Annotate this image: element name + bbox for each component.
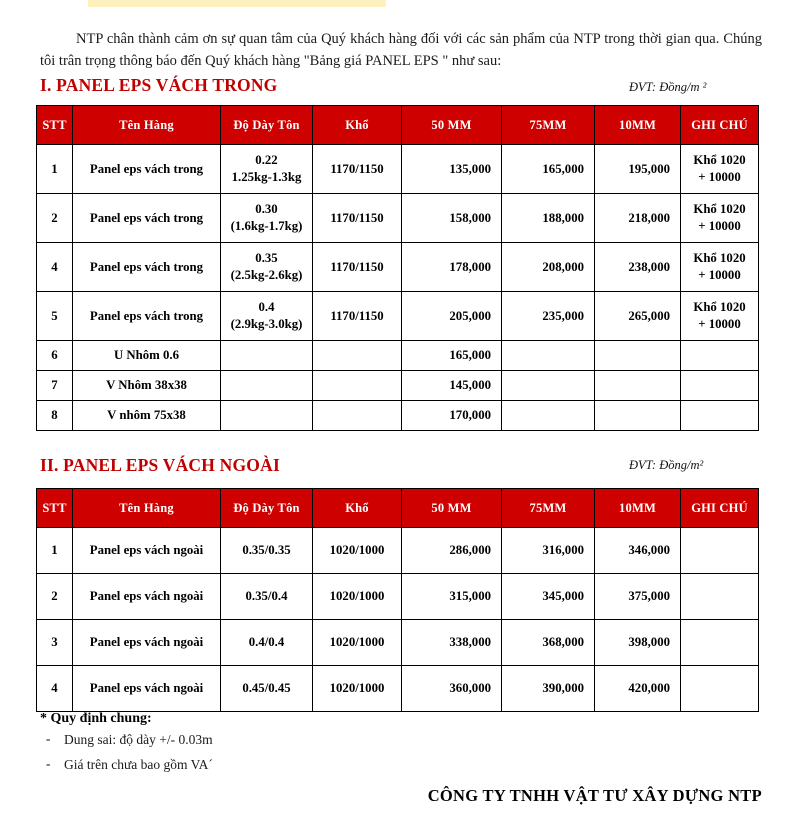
cell-size: 1170/1150 [313,292,402,341]
note-line-2: + 10000 [698,268,741,282]
cell-name: Panel eps vách ngoài [73,574,221,620]
th-stt: STT [37,489,73,528]
cell-name: Panel eps vách ngoài [73,666,221,712]
thickness-line-1: 0.22 [255,152,278,167]
table-header-row [37,489,759,528]
cell-price-10mm: 398,000 [595,620,681,666]
cell-price-75mm: 316,000 [502,528,595,574]
cell-thickness: 0.35/0.4 [221,574,313,620]
th-do-day-ton: Độ Dày Tôn [221,106,313,145]
cell-price-50mm: 170,000 [402,401,502,431]
table-row [37,574,759,620]
cell-stt: 1 [37,528,73,574]
th-50mm: 50 MM [402,489,502,528]
cell-thickness [221,401,313,431]
price-table-vach-ngoai [36,488,759,712]
note-line-1: Khổ 1020 [693,152,746,167]
th-kho: Khổ [313,489,402,528]
th-do-day-ton: Độ Dày Tôn [221,489,313,528]
th-10mm: 10MM [595,489,681,528]
cell-note [681,620,759,666]
cell-size [313,401,402,431]
cell-name: Panel eps vách trong [73,243,221,292]
cell-stt: 2 [37,194,73,243]
cell-note [681,341,759,371]
cell-price-75mm: 165,000 [502,145,595,194]
section-1-heading: I. PANEL EPS VÁCH TRONG [40,75,278,95]
table-row [37,528,759,574]
table-row [37,371,759,401]
note-line-1: Khổ 1020 [693,299,746,314]
note-line-2: + 10000 [698,317,741,331]
cell-name: Panel eps vách ngoài [73,620,221,666]
cell-size: 1170/1150 [313,145,402,194]
price-table-vach-trong [36,105,759,431]
cell-price-75mm [502,341,595,371]
cell-price-75mm: 235,000 [502,292,595,341]
cell-size: 1170/1150 [313,194,402,243]
cell-price-75mm [502,371,595,401]
cell-price-50mm: 205,000 [402,292,502,341]
cell-stt: 2 [37,574,73,620]
cell-price-10mm: 195,000 [595,145,681,194]
cell-size: 1020/1000 [313,574,402,620]
general-notes [40,711,460,781]
cell-size: 1020/1000 [313,666,402,712]
cell-name: Panel eps vách trong [73,145,221,194]
cell-stt: 4 [37,243,73,292]
cell-price-10mm: 265,000 [595,292,681,341]
cell-stt: 1 [37,145,73,194]
cell-price-50mm: 145,000 [402,371,502,401]
th-ten-hang: Tên Hàng [73,106,221,145]
cell-price-10mm: 346,000 [595,528,681,574]
cell-thickness: 0.35/0.35 [221,528,313,574]
cell-note [681,666,759,712]
table-row [37,666,759,712]
note-line-2: + 10000 [698,219,741,233]
thickness-line-1: 0.30 [255,201,278,216]
cell-stt: 4 [37,666,73,712]
cell-size: 1020/1000 [313,528,402,574]
table-row [37,243,759,292]
cell-price-10mm [595,371,681,401]
cell-thickness [221,145,313,194]
cell-size [313,371,402,401]
cell-stt: 8 [37,401,73,431]
table-row [37,292,759,341]
section-2-unit-note: ĐVT: Đồng/m² [629,458,704,472]
th-kho: Khổ [313,106,402,145]
note-line-1: Khổ 1020 [693,250,746,265]
cell-price-50mm: 360,000 [402,666,502,712]
cell-price-10mm: 420,000 [595,666,681,712]
cell-price-10mm [595,401,681,431]
cell-price-50mm: 178,000 [402,243,502,292]
section-1-unit-note: ĐVT: Đồng/m ² [629,80,707,94]
table-row [37,620,759,666]
note-line-2: + 10000 [698,170,741,184]
yellow-highlight-bar [88,0,386,7]
section-2-heading: II. PANEL EPS VÁCH NGOÀI [40,455,280,475]
table-row [37,194,759,243]
cell-stt: 7 [37,371,73,401]
cell-thickness [221,194,313,243]
thickness-line-1: 0.35 [255,250,278,265]
cell-size: 1170/1150 [313,243,402,292]
table-row [37,401,759,431]
thickness-line-1: 0.4 [258,299,275,314]
cell-name: U Nhôm 0.6 [73,341,221,371]
cell-note [681,528,759,574]
cell-name: V nhôm 75x38 [73,401,221,431]
cell-price-50mm: 165,000 [402,341,502,371]
bullet-dash-icon: - [46,731,51,746]
company-signature: CÔNG TY TNHH VẬT TƯ XÂY DỰNG NTP [427,786,762,805]
cell-note [681,401,759,431]
cell-price-50mm: 315,000 [402,574,502,620]
cell-thickness [221,341,313,371]
cell-price-50mm: 286,000 [402,528,502,574]
cell-price-75mm: 368,000 [502,620,595,666]
cell-price-75mm: 208,000 [502,243,595,292]
cell-price-50mm: 135,000 [402,145,502,194]
th-75mm: 75MM [502,106,595,145]
cell-stt: 3 [37,620,73,666]
th-ghi-chu: GHI CHÚ [681,106,759,145]
cell-note [681,194,759,243]
cell-note [681,145,759,194]
cell-note [681,243,759,292]
cell-size: 1020/1000 [313,620,402,666]
table-header-row [37,106,759,145]
th-stt: STT [37,106,73,145]
cell-price-75mm [502,401,595,431]
cell-thickness: 0.4/0.4 [221,620,313,666]
note-item-tolerance [40,731,460,749]
note-text: Dung sai: độ dày +/- 0.03m [64,732,213,747]
th-ten-hang: Tên Hàng [73,489,221,528]
cell-price-10mm: 238,000 [595,243,681,292]
cell-price-50mm: 158,000 [402,194,502,243]
cell-price-10mm: 218,000 [595,194,681,243]
cell-size [313,341,402,371]
cell-thickness [221,371,313,401]
th-50mm: 50 MM [402,106,502,145]
notes-title: * Quy định chung: [40,711,152,726]
cell-name: V Nhôm 38x38 [73,371,221,401]
cell-name: Panel eps vách trong [73,194,221,243]
table-row [37,145,759,194]
table-row [37,341,759,371]
cell-note [681,292,759,341]
note-text: Giá trên chưa bao gồm VA´ [64,757,213,773]
thickness-line-2: 1.25kg-1.3kg [231,170,302,184]
cell-thickness: 0.45/0.45 [221,666,313,712]
cell-note [681,574,759,620]
cell-price-50mm: 338,000 [402,620,502,666]
intro-paragraph: NTP chân thành cảm ơn sự quan tâm của Quý khách hàng đối với các sản phẩm của NTP trong thời gian qua. Chúng tôi trân trọng thông báo đến Quý khách hàng "Bảng giá PANEL EPS " như sau: [40,30,762,69]
th-ghi-chu: GHI CHÚ [681,489,759,528]
th-10mm: 10MM [595,106,681,145]
cell-price-75mm: 345,000 [502,574,595,620]
cell-price-10mm: 375,000 [595,574,681,620]
bullet-dash-icon: - [46,756,51,772]
cell-thickness [221,243,313,292]
th-75mm: 75MM [502,489,595,528]
cell-price-75mm: 188,000 [502,194,595,243]
cell-stt: 5 [37,292,73,341]
cell-stt: 6 [37,341,73,371]
cell-price-75mm: 390,000 [502,666,595,712]
thickness-line-2: (1.6kg-1.7kg) [230,219,303,233]
thickness-line-2: (2.5kg-2.6kg) [230,268,303,282]
note-line-1: Khổ 1020 [693,201,746,216]
cell-thickness [221,292,313,341]
note-item-vat [40,756,460,774]
cell-name: Panel eps vách ngoài [73,528,221,574]
cell-note [681,371,759,401]
cell-name: Panel eps vách trong [73,292,221,341]
thickness-line-2: (2.9kg-3.0kg) [230,317,303,331]
cell-price-10mm [595,341,681,371]
